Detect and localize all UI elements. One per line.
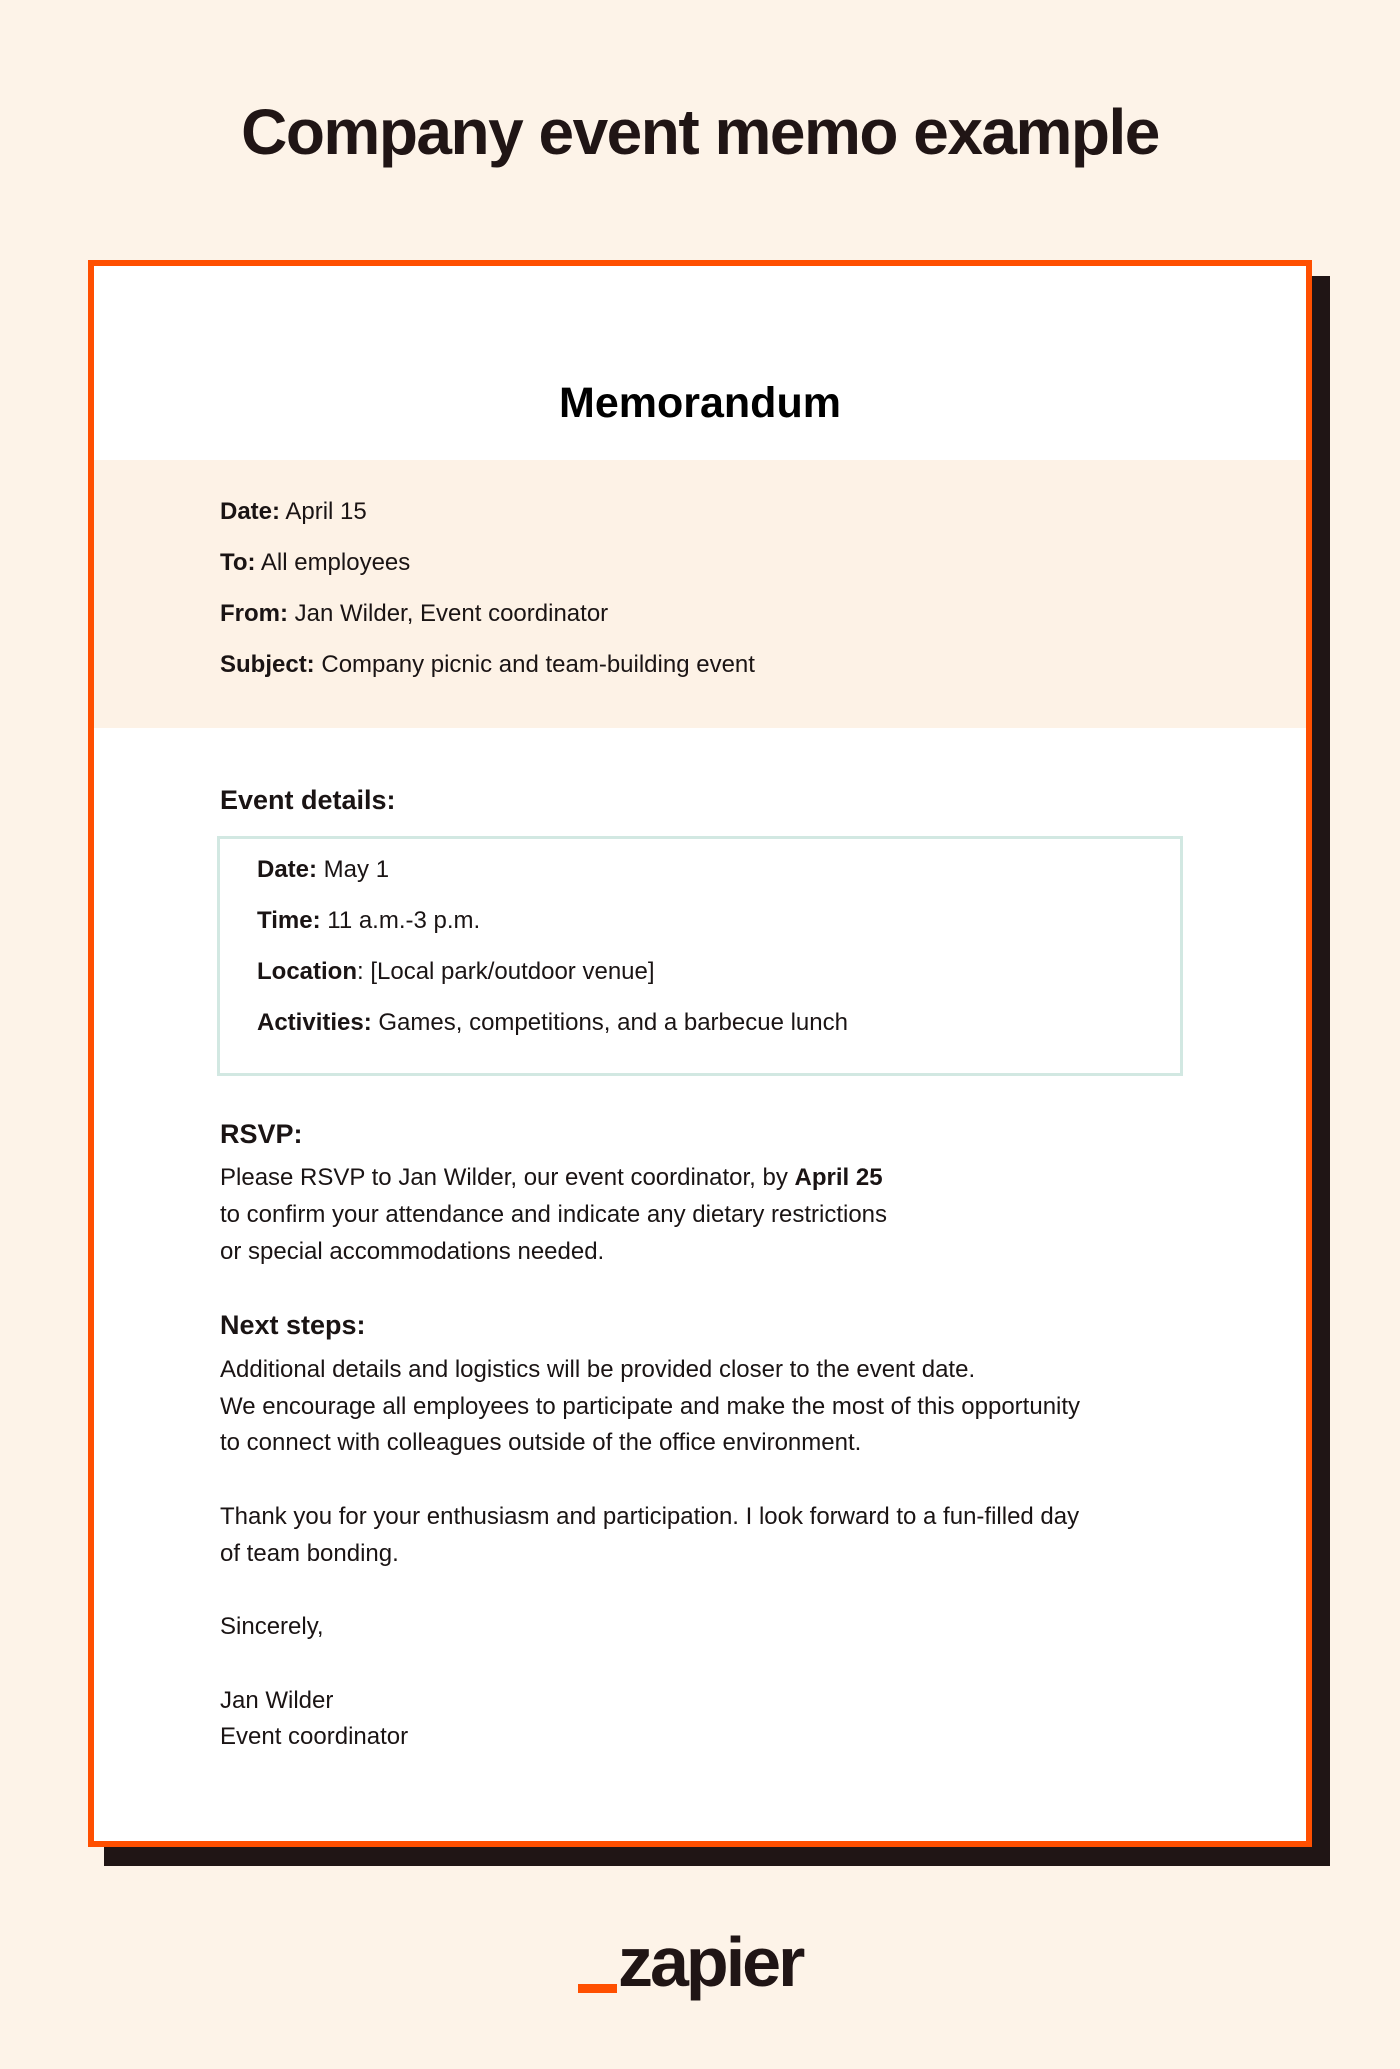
page-title: Company event memo example	[241, 96, 1159, 168]
next-steps-line: Additional details and logistics will be provided closer to the event date.	[220, 1356, 976, 1383]
detail-value: 11 a.m.-3 p.m.	[320, 907, 481, 934]
header-to-label: To:	[220, 549, 256, 576]
signer-name: Jan Wilder	[220, 1687, 334, 1714]
rsvp-deadline: April 25	[794, 1164, 883, 1191]
detail-time	[257, 906, 480, 936]
rsvp-heading: RSVP:	[220, 1119, 303, 1149]
detail-date	[257, 855, 389, 885]
rsvp-line: or special accommodations needed.	[220, 1238, 605, 1265]
thanks-line: of team bonding.	[220, 1540, 399, 1567]
signer-title: Event coordinator	[220, 1723, 409, 1750]
header-to-value: All employees	[255, 549, 411, 576]
header-from-label: From:	[220, 600, 288, 627]
detail-value: Games, competitions, and a barbecue lunch	[371, 1009, 848, 1036]
detail-label: Time:	[257, 907, 321, 934]
zapier-logo	[578, 1923, 828, 2008]
memo-title: Memorandum	[559, 379, 841, 427]
event-details-heading: Event details:	[220, 785, 396, 815]
detail-value: : [Local park/outdoor venue]	[357, 958, 655, 985]
detail-label: Date:	[257, 856, 318, 883]
next-steps-line: to connect with colleagues outside of the office environment.	[220, 1429, 862, 1456]
header-date-value: April 15	[280, 498, 367, 525]
header-to	[220, 548, 410, 578]
header-subject-value: Company picnic and team-building event	[314, 651, 755, 678]
header-from-value: Jan Wilder, Event coordinator	[288, 600, 609, 627]
header-date-label: Date:	[220, 498, 281, 525]
rsvp-line: to confirm your attendance and indicate any dietary restrictions	[220, 1201, 888, 1228]
rsvp-line	[220, 1163, 883, 1193]
logo-wordmark: zapier	[618, 1923, 803, 2001]
detail-label: Activities:	[257, 1009, 372, 1036]
next-steps-line: We encourage all employees to participate and make the most of this opportunity	[220, 1393, 1081, 1420]
header-date	[220, 497, 367, 527]
next-steps-heading: Next steps:	[220, 1310, 366, 1340]
header-from	[220, 599, 608, 629]
thanks-line: Thank you for your enthusiasm and participation. I look forward to a fun-filled day	[220, 1503, 1080, 1530]
detail-value: May 1	[317, 856, 390, 883]
detail-activities	[257, 1008, 848, 1038]
logo-underscore-icon	[578, 1984, 617, 1993]
signoff: Sincerely,	[220, 1613, 324, 1640]
detail-label: Location	[257, 958, 357, 985]
memo-header	[94, 460, 1306, 728]
detail-location	[257, 957, 655, 987]
memo-card	[88, 260, 1312, 1847]
header-subject-label: Subject:	[220, 651, 315, 678]
event-details-box	[217, 836, 1183, 1076]
rsvp-text: Please RSVP to Jan Wilder, our event coordinator, by	[220, 1164, 795, 1191]
header-subject	[220, 650, 755, 680]
